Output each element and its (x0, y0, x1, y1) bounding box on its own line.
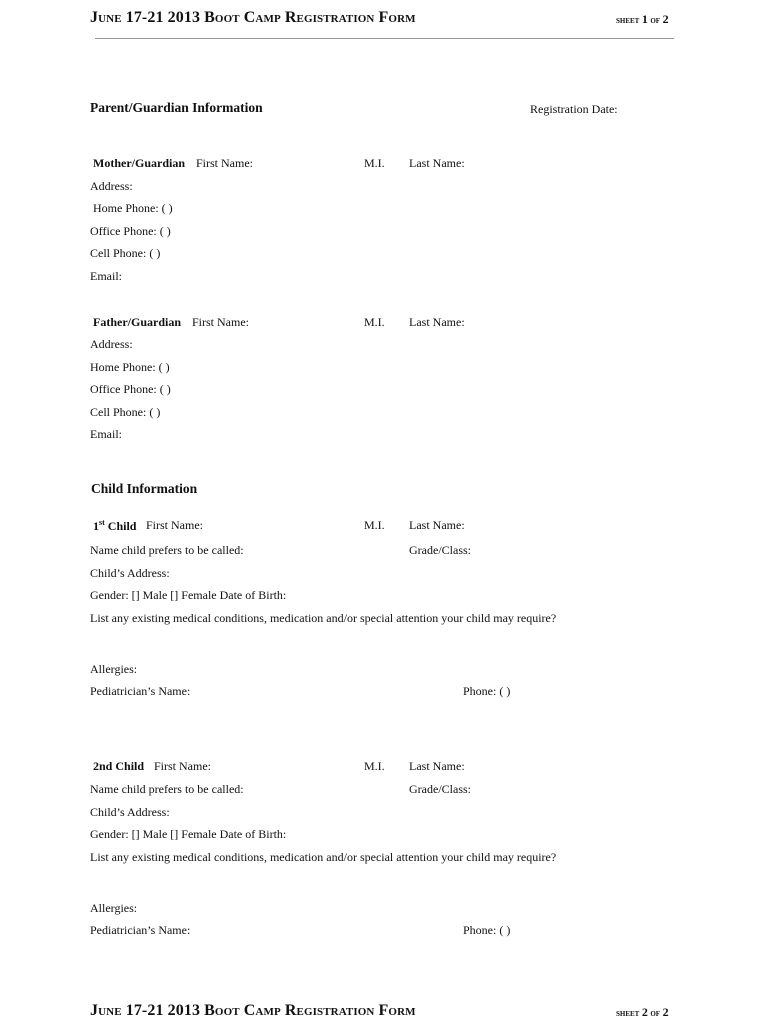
second-child-gender-dob-label: Gender: [] Male [] Female Date of Birth: (90, 827, 287, 841)
second-child-allergies-label: Allergies: (90, 901, 138, 915)
first-child-mi-label: M.I. (364, 518, 385, 532)
second-child-last-name-label: Last Name: (409, 759, 465, 773)
next-sheet-label: sheet (616, 1008, 640, 1019)
mother-mi-label: M.I. (364, 156, 385, 170)
next-page-header-title: June 17-21 2013 Boot Camp Registration Form (90, 1002, 416, 1019)
mother-guardian-heading: Mother/Guardian (93, 156, 185, 170)
second-child-first-name-label: First Name: (154, 759, 211, 773)
first-child-preferred-name-label: Name child prefers to be called: (90, 543, 244, 557)
first-child-allergies-label: Allergies: (90, 662, 138, 676)
next-sheet-of-label: of (650, 1008, 661, 1019)
sheet-number: 1 (641, 12, 648, 26)
section-title-parent: Parent/Guardian Information (90, 100, 263, 115)
father-home-phone-label: Home Phone: ( ) (90, 360, 170, 374)
first-child-medical-question: List any existing medical conditions, medication and/or special attention your child may require? (90, 611, 557, 625)
father-mi-label: M.I. (364, 315, 385, 329)
mother-last-name-label: Last Name: (409, 156, 465, 170)
mother-first-name-label: First Name: (196, 156, 253, 170)
second-child-pediatrician-label: Pediatrician’s Name: (90, 923, 191, 937)
first-child-pediatrician-phone-label: Phone: ( ) (463, 684, 511, 698)
sheet-indicator (616, 13, 669, 26)
next-page-sheet-indicator (616, 1006, 669, 1019)
page-header-title: June 17-21 2013 Boot Camp Registration Form (90, 9, 416, 26)
first-child-pediatrician-label: Pediatrician’s Name: (90, 684, 191, 698)
first-child-ordinal: 1 (93, 519, 99, 533)
second-child-grade-label: Grade/Class: (409, 782, 471, 796)
sheet-label: sheet (616, 15, 640, 26)
first-child-gender-dob-label: Gender: [] Male [] Female Date of Birth: (90, 588, 287, 602)
first-child-last-name-label: Last Name: (409, 518, 465, 532)
first-child-heading-text: Child (104, 519, 137, 533)
second-child-heading: 2nd Child (93, 759, 145, 773)
section-title-child: Child Information (91, 481, 198, 496)
first-child-address-label: Child’s Address: (90, 566, 170, 580)
father-guardian-heading: Father/Guardian (93, 315, 182, 329)
sheet-of-label: of (650, 15, 661, 26)
second-child-mi-label: M.I. (364, 759, 385, 773)
mother-cell-phone-label: Cell Phone: ( ) (90, 246, 161, 260)
next-sheet-total: 2 (662, 1005, 669, 1019)
second-child-pediatrician-phone-label: Phone: ( ) (463, 923, 511, 937)
registration-date-label: Registration Date: (530, 102, 618, 116)
father-cell-phone-label: Cell Phone: ( ) (90, 405, 161, 419)
father-first-name-label: First Name: (192, 315, 249, 329)
first-child-first-name-label: First Name: (146, 518, 203, 532)
father-last-name-label: Last Name: (409, 315, 465, 329)
mother-address-label: Address: (90, 179, 133, 193)
next-sheet-number: 2 (641, 1005, 648, 1019)
second-child-preferred-name-label: Name child prefers to be called: (90, 782, 244, 796)
father-address-label: Address: (90, 337, 133, 351)
first-child-grade-label: Grade/Class: (409, 543, 471, 557)
header-divider (95, 38, 674, 39)
mother-home-phone-label: Home Phone: ( ) (93, 201, 173, 215)
father-email-label: Email: (90, 427, 122, 441)
first-child-heading (93, 519, 136, 532)
father-office-phone-label: Office Phone: ( ) (90, 382, 171, 396)
first-child-ordinal-suffix: st (99, 518, 105, 527)
second-child-medical-question: List any existing medical conditions, medication and/or special attention your child may require? (90, 850, 557, 864)
sheet-total: 2 (662, 12, 669, 26)
mother-email-label: Email: (90, 269, 122, 283)
second-child-address-label: Child’s Address: (90, 805, 170, 819)
mother-office-phone-label: Office Phone: ( ) (90, 224, 171, 238)
